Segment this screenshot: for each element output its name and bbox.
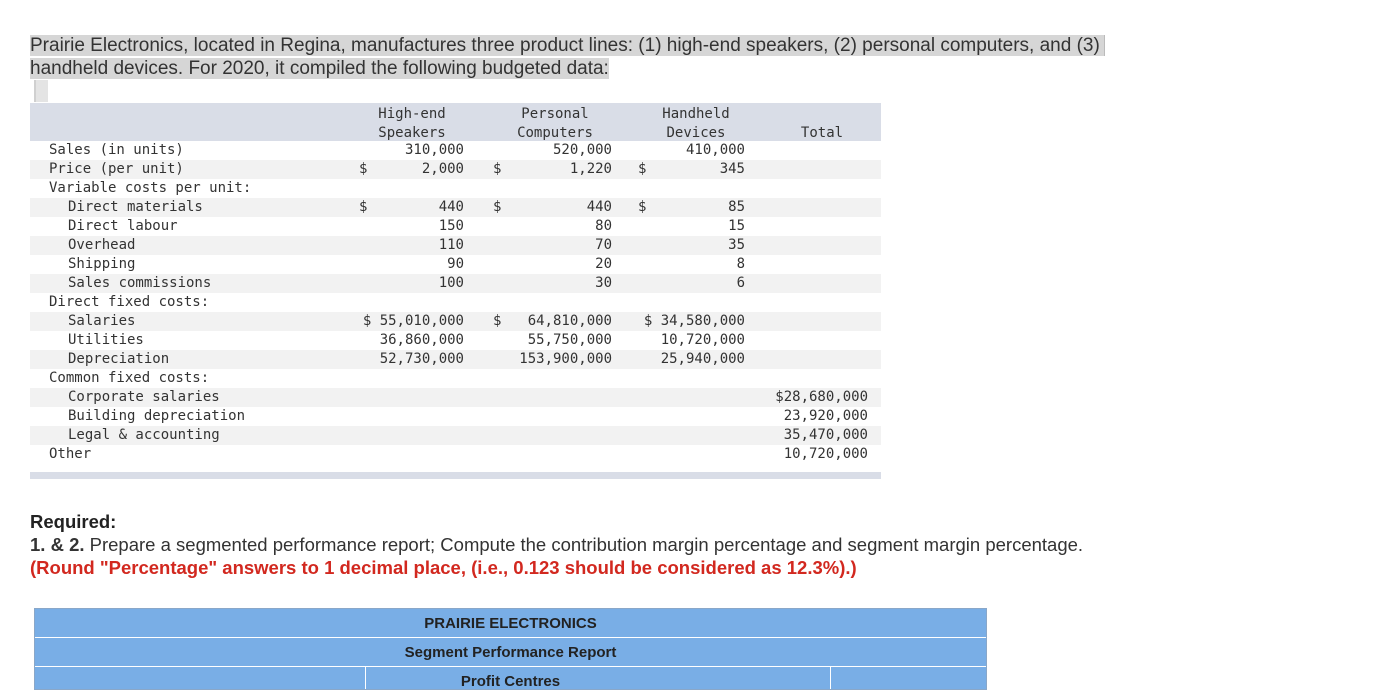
table-row bbox=[30, 350, 881, 369]
cell-value: 20 bbox=[595, 256, 612, 272]
header-handheld-devices bbox=[646, 105, 746, 143]
cell-value: $28,680,000 bbox=[775, 389, 868, 405]
row-label: Shipping bbox=[68, 256, 136, 272]
table-row bbox=[30, 331, 881, 350]
cell-value: $ 34,580,000 bbox=[643, 313, 745, 329]
cell-value: 36,860,000 bbox=[379, 332, 464, 348]
cell-value: 23,920,000 bbox=[783, 408, 868, 424]
segment-report-table bbox=[34, 608, 987, 690]
cell-value: 410,000 bbox=[685, 142, 745, 158]
cell-value: 150 bbox=[438, 218, 464, 234]
cell-value: 110 bbox=[438, 237, 464, 253]
cell-value: 153,900,000 bbox=[519, 351, 612, 367]
table-row bbox=[30, 236, 881, 255]
cell-value: 30 bbox=[595, 275, 612, 291]
column-separator bbox=[830, 667, 831, 689]
cell-value: 35,470,000 bbox=[783, 427, 868, 443]
cell-value: 520,000 bbox=[552, 142, 612, 158]
intro-line-1: Prairie Electronics, located in Regina, manufactures three product lines: (1) high-end speakers, (2) personal computers, and (3) bbox=[30, 35, 1105, 56]
table-row bbox=[30, 217, 881, 236]
dollar-sign: $ bbox=[493, 161, 502, 177]
required-section bbox=[30, 510, 1083, 579]
required-text: Prepare a segmented performance report; Compute the contribution margin percentage and segment margin percentage. bbox=[89, 534, 1084, 555]
table-row bbox=[30, 179, 881, 198]
cell-value: 10,720,000 bbox=[660, 332, 745, 348]
row-label: Other bbox=[49, 446, 92, 462]
cell-value: 85 bbox=[728, 199, 745, 215]
cell-value: 90 bbox=[447, 256, 464, 272]
cell-value: 70 bbox=[595, 237, 612, 253]
cell-value: 100 bbox=[438, 275, 464, 291]
row-label: Corporate salaries bbox=[68, 389, 220, 405]
report-company-name: PRAIRIE ELECTRONICS bbox=[424, 615, 597, 632]
cell-value: 52,730,000 bbox=[379, 351, 464, 367]
header-line: Handheld bbox=[662, 106, 730, 122]
dollar-sign: $ bbox=[359, 161, 368, 177]
cell-value: 10,720,000 bbox=[783, 446, 868, 462]
table-row bbox=[30, 274, 881, 293]
required-title: Required: bbox=[30, 511, 117, 532]
cell-value: 80 bbox=[595, 218, 612, 234]
row-label: Variable costs per unit: bbox=[49, 180, 252, 196]
table-row bbox=[30, 198, 881, 217]
row-label: Legal & accounting bbox=[68, 427, 220, 443]
cell-value: 55,750,000 bbox=[527, 332, 612, 348]
column-separator bbox=[365, 667, 366, 689]
header-line: Speakers bbox=[378, 125, 446, 141]
budget-table-header bbox=[30, 103, 881, 141]
table-row bbox=[30, 445, 881, 464]
cell-value: 6 bbox=[736, 275, 745, 291]
problem-intro bbox=[30, 34, 1105, 80]
report-title-row bbox=[35, 638, 986, 667]
cell-value: 25,940,000 bbox=[660, 351, 745, 367]
dollar-sign: $ bbox=[638, 199, 647, 215]
row-label: Price (per unit) bbox=[49, 161, 184, 177]
header-high-end-speakers bbox=[362, 105, 462, 143]
cell-value: 440 bbox=[586, 199, 612, 215]
cell-value: 35 bbox=[728, 237, 745, 253]
dollar-sign: $ bbox=[638, 161, 647, 177]
report-company-row bbox=[35, 609, 986, 638]
dollar-sign: $ bbox=[359, 199, 368, 215]
table-row bbox=[30, 160, 881, 179]
row-label: Salaries bbox=[68, 313, 136, 329]
row-label: Common fixed costs: bbox=[49, 370, 210, 386]
table-row bbox=[30, 369, 881, 388]
row-label: Building depreciation bbox=[68, 408, 246, 424]
dollar-sign: $ bbox=[493, 313, 502, 329]
table-row bbox=[30, 407, 881, 426]
table-row bbox=[30, 312, 881, 331]
header-line: High-end bbox=[378, 106, 446, 122]
report-title: Segment Performance Report bbox=[404, 644, 617, 661]
table-row bbox=[30, 141, 881, 160]
row-label: Direct labour bbox=[68, 218, 178, 234]
table-row bbox=[30, 426, 881, 445]
header-total: Total bbox=[800, 125, 844, 141]
dollar-sign: $ bbox=[493, 199, 502, 215]
cell-value: 8 bbox=[736, 256, 745, 272]
table-row bbox=[30, 388, 881, 407]
cell-value: 64,810,000 bbox=[527, 313, 612, 329]
cell-value: 15 bbox=[728, 218, 745, 234]
cell-value: $ 55,010,000 bbox=[362, 313, 464, 329]
report-subheader-row bbox=[35, 667, 986, 689]
table-bottom-border bbox=[30, 472, 881, 479]
row-label: Depreciation bbox=[68, 351, 170, 367]
cell-value: 310,000 bbox=[404, 142, 464, 158]
cell-value: 440 bbox=[438, 199, 464, 215]
header-personal-computers bbox=[505, 105, 605, 143]
cell-value: 2,000 bbox=[421, 161, 464, 177]
rounding-note: (Round "Percentage" answers to 1 decimal place, (i.e., 0.123 should be considered as 12.3%).) bbox=[30, 557, 857, 578]
profit-centres-label: Profit Centres bbox=[460, 673, 561, 690]
cell-value: 1,220 bbox=[569, 161, 612, 177]
required-instruction bbox=[30, 533, 1083, 556]
row-label: Sales commissions bbox=[68, 275, 212, 291]
budget-data-table bbox=[30, 103, 881, 479]
text-cursor-bar bbox=[34, 80, 48, 102]
row-label: Direct fixed costs: bbox=[49, 294, 210, 310]
header-line: Devices bbox=[666, 125, 726, 141]
intro-line-2: handheld devices. For 2020, it compiled the following budgeted data: bbox=[30, 58, 609, 79]
row-label: Sales (in units) bbox=[49, 142, 184, 158]
required-number: 1. & 2. bbox=[30, 534, 85, 555]
row-label: Overhead bbox=[68, 237, 136, 253]
row-label: Direct materials bbox=[68, 199, 203, 215]
table-row bbox=[30, 255, 881, 274]
cell-value: 345 bbox=[719, 161, 745, 177]
table-row bbox=[30, 293, 881, 312]
row-label: Utilities bbox=[68, 332, 144, 348]
header-line: Personal bbox=[521, 106, 589, 122]
header-line: Computers bbox=[517, 125, 593, 141]
